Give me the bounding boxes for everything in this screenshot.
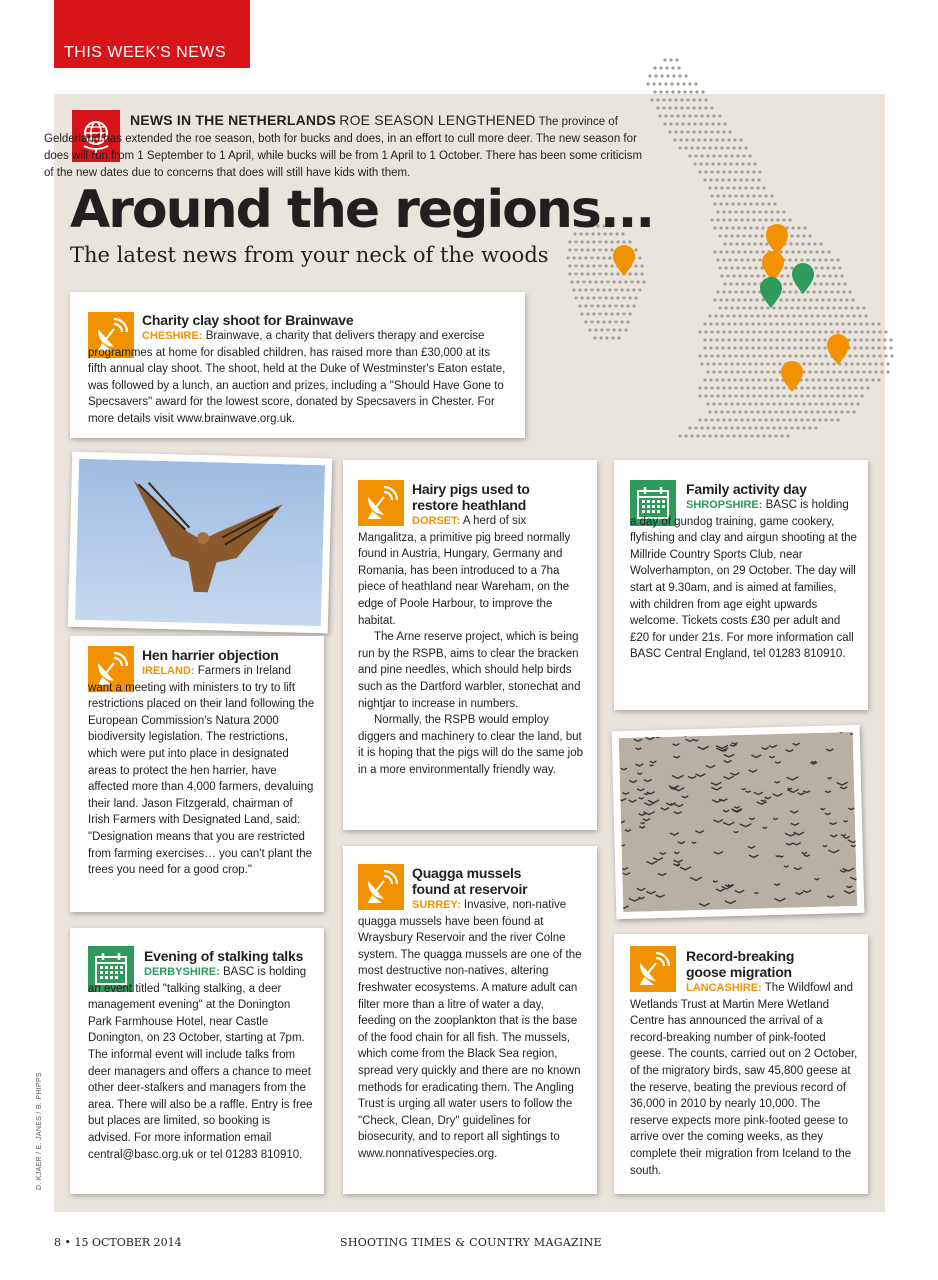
netherlands-body: The province of Gelderland has extended the roe season, both for bucks and does, in an effort to cull more deer. The new season for does will run from 1 September to 1 April, while bucks will be from 1 April to 1 October. There has been some criticism of the new dates due to concerns that does will still have kids with them. [44, 116, 643, 179]
stalking-body: BASC is holding an event titled "talking stalking, a deer management evening" at the Donington Park Farmhouse Hotel, near Castle Donington, on 23 October, starting at 7pm. The informal event will include talks from deer managers and offers a chance to meet other deer-stalkers and managers from the area. There will also be a raffle. Entry is free but places are limited, so booking is advised. For more information email central@basc.org.uk or tel 01283 810910. [88, 966, 313, 1161]
family-story [630, 481, 858, 663]
family-location: SHROPSHIRE: [686, 499, 763, 511]
page-title: Around the regions... [70, 180, 654, 240]
pigs-title-line2: restore heathland [412, 497, 527, 513]
stalking-location: DERBYSHIRE: [144, 966, 220, 978]
section-tab [54, 0, 250, 68]
brainwave-body: Brainwave, a charity that delivers therapy and exercise programmes at home for disabled children, has raised more than £30,000 at its fifth annual clay shoot. The shoot, held at the Duke of Westminster's Eaton estate, was followed by a lunch, an auction and prizes, including a "Should Have Gone to Specsavers" award for the lowest score, donated by Specsavers in Chester. For more details visit www.brainwave.org.uk. [88, 330, 506, 425]
quagga-location: SURREY: [412, 899, 461, 911]
geese-photo [619, 732, 857, 912]
harrier-location: IRELAND: [142, 665, 195, 677]
quagga-title-line2: found at reservoir [412, 881, 528, 897]
stalking-story [88, 948, 316, 1163]
pigs-para1: A herd of six Mangalitza, a primitive pig breed normally found in Austria, Hungary, Germany and Romania, has been introduced to a 7ha piece of heathland near Wareham, on the edge of Poole Harbour, to improve the habitat. [358, 515, 571, 627]
stalking-title: Evening of stalking talks [144, 948, 304, 964]
goose-body: The Wildfowl and Wetlands Trust at Martin Mere Wetland Centre has announced the arrival of a record-breaking number of pink-footed geese. The counts, carried out on 2 October, of the migratory birds, saw 45,800 geese at the reserve, beating the previous record of 36,000 in 2010 by nearly 10,000. The reserve expects more pink-footed geese to arrive over the coming weeks, as they complete their migration from Iceland to the south. [630, 982, 858, 1177]
quagga-story [358, 865, 584, 1163]
section-tab-label: THIS WEEK'S NEWS [64, 44, 227, 61]
quagga-title-line1: Quagga mussels [412, 865, 522, 881]
brainwave-location: CHESHIRE: [142, 330, 203, 342]
harrier-story [88, 647, 316, 879]
harrier-photo-frame [68, 452, 332, 634]
family-body: BASC is holding a day of gundog training, game cookery, flyfishing and clay and airgun shooting at the Millride Country Sports Club, near Wolverhampton, on 29 October. The day will start at 9.30am, and is aimed at families, with children from age eight upwards welcome. Tickets costs £30 per adult and £20 for under 21s. For more information call BASC Central England, tel 01283 810910. [630, 499, 857, 661]
magazine-name: SHOOTING TIMES & COUNTRY MAGAZINE [340, 1236, 602, 1249]
page-subtitle: The latest news from your neck of the woods [70, 243, 549, 267]
pigs-story [358, 481, 584, 779]
photo-credit: D. KJAER / E. JANES / B. PHIPPS [36, 1072, 43, 1190]
pigs-location: DORSET: [412, 515, 461, 527]
hen-harrier-photo [75, 459, 325, 626]
netherlands-subheading: ROE SEASON LENGTHENED [339, 112, 536, 128]
netherlands-heading: NEWS IN THE NETHERLANDS [130, 112, 337, 128]
uk-dot-map [540, 40, 910, 460]
harrier-body: Farmers in Ireland want a meeting with ministers to try to lift restrictions placed on their land following the European Commission's Natura 2000 biodiversity legislation. The restrictions, which were put into place in designated areas to protect the hen harrier, have affected more than 4,000 farmers, devaluing their land. Jason Fitzgerald, chairman of Irish Farmers with Designated Land, said: "Designation means that you are restricted from farming exercises… you can't plant the trees you need for a good crop." [88, 665, 315, 877]
goose-title-line1: Record-breaking [686, 948, 795, 964]
harrier-title: Hen harrier objection [142, 647, 279, 663]
quagga-body: Invasive, non-native quagga mussels have been found at Wraysbury Reservoir and the river Colne system. The quagga mussels are one of the most destructive non-natives, altering freshwater ecosystems. A mature adult can filter more than a litre of water a day, feeding on the zooplankton that is the base of the food chain for all fish. The mussels, which come from the Black Sea region, spread very quickly and there are no known methods for eradicating them. The Angling Trust is urging all water users to follow the "Check, Clean, Dry" guidelines for biosecurity, and to report all sightings to www.nonnativespecies.org. [358, 899, 582, 1160]
netherlands-news [44, 112, 644, 182]
goose-title-line2: goose migration [686, 964, 792, 980]
pigs-para3: Normally, the RSPB would employ diggers and machinery to clear the land, but it is hoping that the pigs will do the same job in a more environmentally friendly way. [358, 714, 584, 776]
goose-story [630, 948, 858, 1179]
pigs-title-line1: Hairy pigs used to [412, 481, 530, 497]
family-title: Family activity day [686, 481, 807, 497]
page-number-date: 8 • 15 OCTOBER 2014 [54, 1236, 182, 1249]
brainwave-title: Charity clay shoot for Brainwave [142, 312, 354, 328]
pigs-para2: The Arne reserve project, which is being run by the RSPB, aims to clear the bracken and pine needles, which should help birds such as the Dartford warbler, stonechat and nightjar to increase in numbers. [358, 631, 581, 710]
geese-photo-frame [612, 725, 865, 919]
goose-location: LANCASHIRE: [686, 982, 762, 994]
brainwave-story [88, 312, 508, 428]
